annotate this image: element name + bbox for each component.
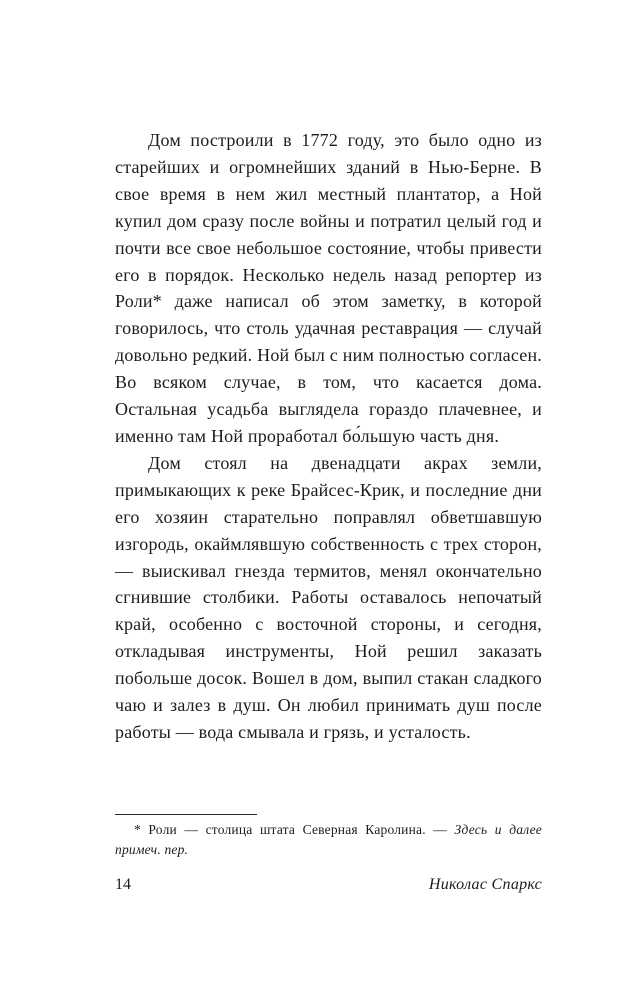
- page-footer: [115, 876, 542, 894]
- footnote-text: * Роли — столица штата Северная Каролина. —: [134, 822, 455, 837]
- paragraph-1: Дом построили в 1772 году, это было одно из старейших и огромнейших зданий в Нью-Берне. В свое время в нем жил местный плантатор, а Ной купил дом сразу после войны и потратил целый год и почти все свое небольшое состояние, чтобы привести его в порядок. Несколько недель назад репортер из Роли* даже написал об этом заметку, в которой говорилось, что столь удачная реставрация — случай довольно редкий. Ной был с ним полностью согласен. Во всяком случае, в том, что касается дома. Остальная усадьба выглядела гораздо плачевнее, и именно там Ной проработал бо́льшую часть дня.: [115, 130, 542, 446]
- footnote-source-note: Здесь и далее примеч. пер.: [115, 822, 542, 857]
- paragraph-2: Дом стоял на двенадцати акрах земли, примыкающих к реке Брайсес-Крик, и последние дни его хозяин старательно поправлял обветшавшую изгородь, окаймлявшую собственность с трех сторон, — выискивал гнезда термитов, менял окончательно сгнившие столбики. Работы оставалось непочатый край, особенно с восточной стороны, и сегодня, откладывая инструменты, Ной решил заказать побольше досок. Вошел в дом, выпил стакан сладкого чаю и залез в душ. Он любил принимать душ после работы — вода смывала и грязь, и усталость.: [115, 452, 542, 742]
- body-text: [115, 127, 542, 746]
- footnote-divider: [115, 814, 257, 815]
- author-name: Николас Спаркс: [428, 876, 542, 893]
- page-number: 14: [115, 876, 131, 893]
- footnote: [115, 820, 542, 859]
